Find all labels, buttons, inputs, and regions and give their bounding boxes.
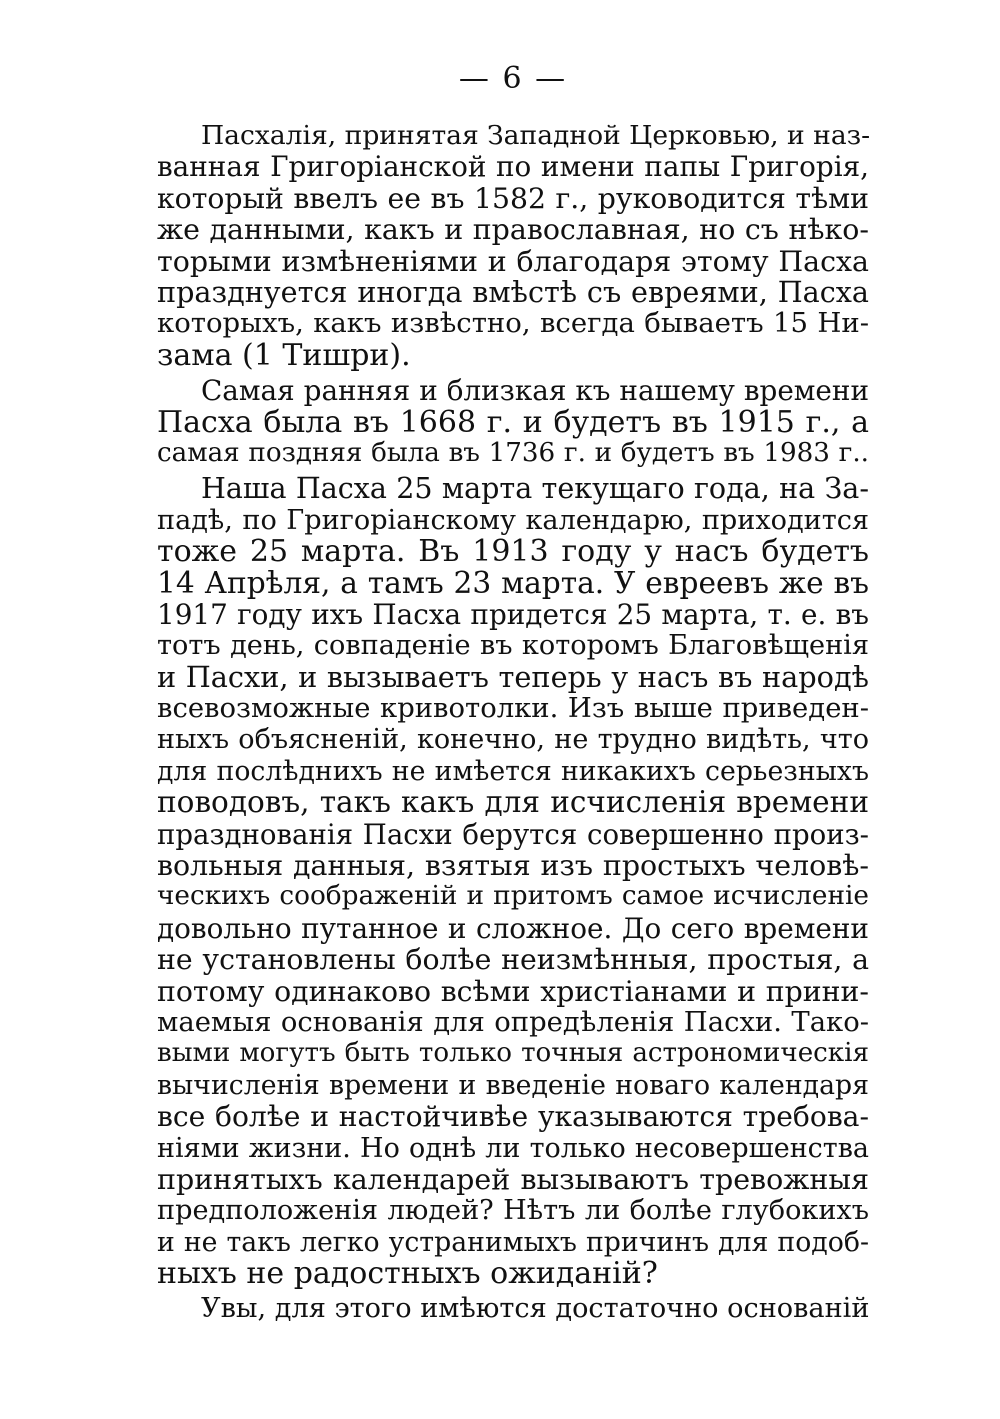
text-line: Увы, для этого имѣются достаточно основаній xyxy=(201,1293,870,1325)
text-line: всевозможные кривотолки. Изъ выше приведен- xyxy=(157,693,869,725)
paragraph-3 xyxy=(157,471,869,1292)
text-line: празднуется иногда вмѣстѣ съ евреями, Пасха xyxy=(157,274,869,309)
text-line: принятыхъ календарей вызываютъ тревожныя xyxy=(157,1162,869,1196)
document-page xyxy=(157,60,869,1325)
text-line: поводовъ, такъ какъ для исчисленія времени xyxy=(157,785,869,820)
text-line: выми могутъ быть только точныя астрономическія xyxy=(157,1038,869,1069)
page-number: — 6 — xyxy=(458,61,568,96)
text-line: который ввелъ ее въ 1582 г., руководится тѣми xyxy=(157,181,869,215)
text-line: зама (1 Тишри). xyxy=(157,337,411,373)
text-line: и не такъ легко устранимыхъ причинъ для подоб- xyxy=(157,1226,869,1258)
text-line: ніями жизни. Но однѣ ли только несовершенства xyxy=(157,1132,869,1164)
text-line: которыхъ, какъ извѣстно, всегда бываетъ 15 Ни- xyxy=(157,307,869,340)
paragraph-1 xyxy=(157,120,869,371)
text-line: ческихъ соображеній и притомъ самое исчисленіе xyxy=(157,881,869,912)
text-line: маемыя основанія для опредѣленія Пасхи. Тако- xyxy=(157,1006,869,1038)
paragraph-2 xyxy=(157,375,869,469)
text-line: и Пасхи, и вызываетъ теперь у насъ въ народѣ xyxy=(157,659,869,694)
text-line: торыми измѣненіями и благодаря этому Пасха xyxy=(157,244,869,278)
text-line: Самая ранняя и близкая къ нашему времени xyxy=(201,374,869,408)
text-line: 14 Апрѣля, а тамъ 23 марта. У евреевъ же въ xyxy=(157,565,869,601)
text-line: для послѣднихъ не имѣется никакихъ серьезныхъ xyxy=(157,755,869,787)
text-line: падѣ, по Григоріанскому календарю, приходится xyxy=(157,504,869,536)
text-line: же данными, какъ и православная, но съ нѣко- xyxy=(157,213,869,247)
text-line: празднованія Пасхи берутся совершенно произ- xyxy=(157,817,869,851)
text-line: ныхъ не радостныхъ ожиданій? xyxy=(157,1256,658,1292)
text-line: тотъ день, совпаденіе въ которомъ Благовѣщенія xyxy=(157,630,869,662)
text-line: Наша Пасха 25 марта текущаго года, на За- xyxy=(201,471,869,506)
text-line: ванная Григоріанской по имени папы Григорія, xyxy=(157,150,869,184)
text-line: Пасха была въ 1668 г. и будетъ въ 1915 г., а xyxy=(157,404,869,440)
text-line: все болѣе и настойчивѣе указываются требова- xyxy=(157,1100,869,1134)
text-line: 1917 году ихъ Пасха придется 25 марта, т. е. въ xyxy=(157,597,869,631)
text-line: не установлены болѣе неизмѣнныя, простыя, а xyxy=(157,943,869,977)
text-line: довольно путанное и сложное. До сего времени xyxy=(157,911,869,945)
text-line: вычисленія времени и введеніе новаго календаря xyxy=(157,1069,869,1101)
text-line: Пасхалія, принятая Западной Церковью, и наз- xyxy=(201,120,871,151)
text-line: тоже 25 марта. Въ 1913 году у насъ будетъ xyxy=(157,534,869,570)
text-line: ныхъ объясненій, конечно, не трудно видѣть, что xyxy=(157,724,869,756)
text-line: самая поздняя была въ 1736 г. и будетъ въ 1983 г.. xyxy=(157,437,869,468)
paragraph-4 xyxy=(157,1293,869,1324)
text-line: предположенія людей? Нѣтъ ли болѣе глубокихъ xyxy=(157,1195,869,1227)
text-line: потому одинаково всѣми христіанами и прини- xyxy=(157,974,869,1008)
text-line: вольныя данныя, взятыя изъ простыхъ человѣ- xyxy=(157,848,869,882)
